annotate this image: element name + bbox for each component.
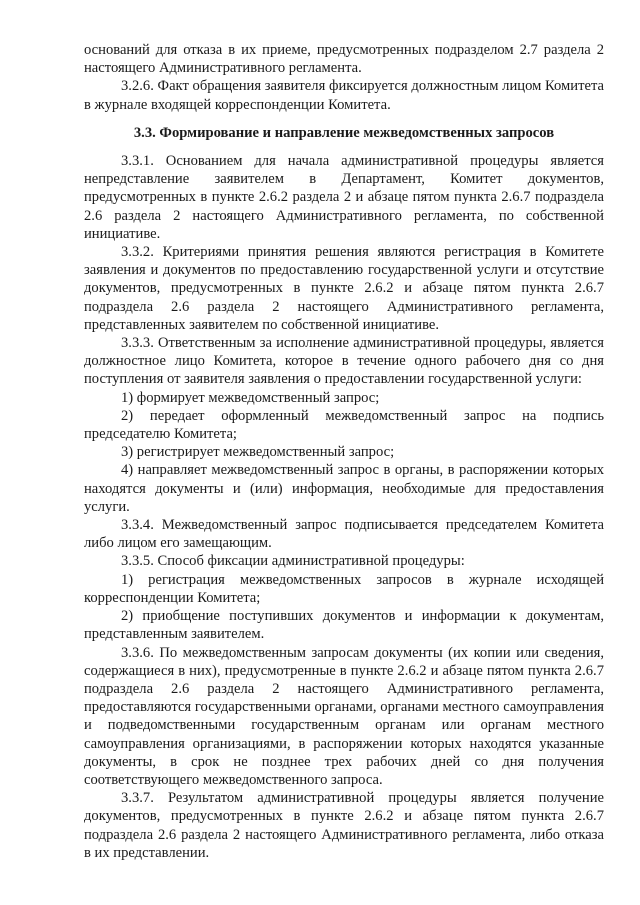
list-item-3-3-3-2: 2) передает оформленный межведомственный запрос на подпись председателю Комитета; [84,407,604,443]
paragraph-3-3-7: 3.3.7. Результатом административной процедуры является получение документов, предусмотренных в пункте 2.6.2 и абзаце пятом пункта 2.6.7 подраздела 2.6 раздела 2 настоящего Административного регламента, либо отказа в их представлении. [84,790,604,861]
document-body [84,41,604,862]
list-item-3-3-5-2: 2) приобщение поступивших документов и информации к документам, представленным заявителем. [84,608,604,643]
list-item-3-3-3-1: 1) формирует межведомственный запрос; [121,389,380,406]
paragraph-3-2-6: 3.2.6. Факт обращения заявителя фиксируется должностным лицом Комитета в журнале входящей корреспонденции Комитета. [84,78,604,113]
list-item-3-3-5-1: 1) регистрация межведомственных запросов в журнале исходящей корреспонденции Комитета; [84,571,604,606]
list-item-3-3-3-4: 4) направляет межведомственный запрос в органы, в распоряжении которых находятся документы и (или) информация, необходимые для предоставления услуги. [84,462,604,515]
section-heading: 3.3. Формирование и направление межведомственных запросов [133,124,555,141]
paragraph-3-3-6: 3.3.6. По межведомственным запросам документы (их копии или сведения, содержащиеся в них), предусмотренные в пункте 2.6.2 и абзаце пятом пункта 2.6.7 подраздела 2.6 раздела 2 настоящего Административного регламента, предоставляются государственными органами, органами местного самоуправления и подведомственными государственным органам или органам местного самоуправления организациями, в распоряжении которых находятся указанные документы, в срок не позднее трех рабочих дней со дня получения соответствующего межведомственного запроса. [84,644,604,788]
paragraph-3-3-4: 3.3.4. Межведомственный запрос подписывается председателем Комитета либо лицом его замещающим. [84,517,604,552]
paragraph-3-3-3: 3.3.3. Ответственным за исполнение административной процедуры, является должностное лицо Комитета, которое в течение одного рабочего дня со дня поступления от заявителя заявления о предоставлении государственной услуги: [84,335,604,388]
paragraph-continuation: оснований для отказа в их приеме, предусмотренных подразделом 2.7 раздела 2 настоящего Административного регламента. [84,42,604,77]
paragraph-3-3-2: 3.3.2. Критериями принятия решения являются регистрация в Комитете заявления и документов по предоставлению государственной услуги и отсутствие документов, предусмотренных в пункте 2.6.2 и абзаце пятом пункта 2.6.7 подраздела 2.6 раздела 2 настоящего Административного регламента, представленных заявителем по собственной инициативе. [84,244,604,333]
list-item-3-3-3-3: 3) регистрирует межведомственный запрос; [121,444,395,461]
paragraph-3-3-5: 3.3.5. Способ фиксации административной процедуры: [121,553,465,570]
paragraph-3-3-1: 3.3.1. Основанием для начала административной процедуры является непредставление заявителем в Департамент, Комитет документов, предусмотренных в пункте 2.6.2 раздела 2 и абзаце пятом пункта 2.6.7 подраздела 2.6 раздела 2 настоящего Административного регламента, по собственной инициативе. [84,153,604,242]
